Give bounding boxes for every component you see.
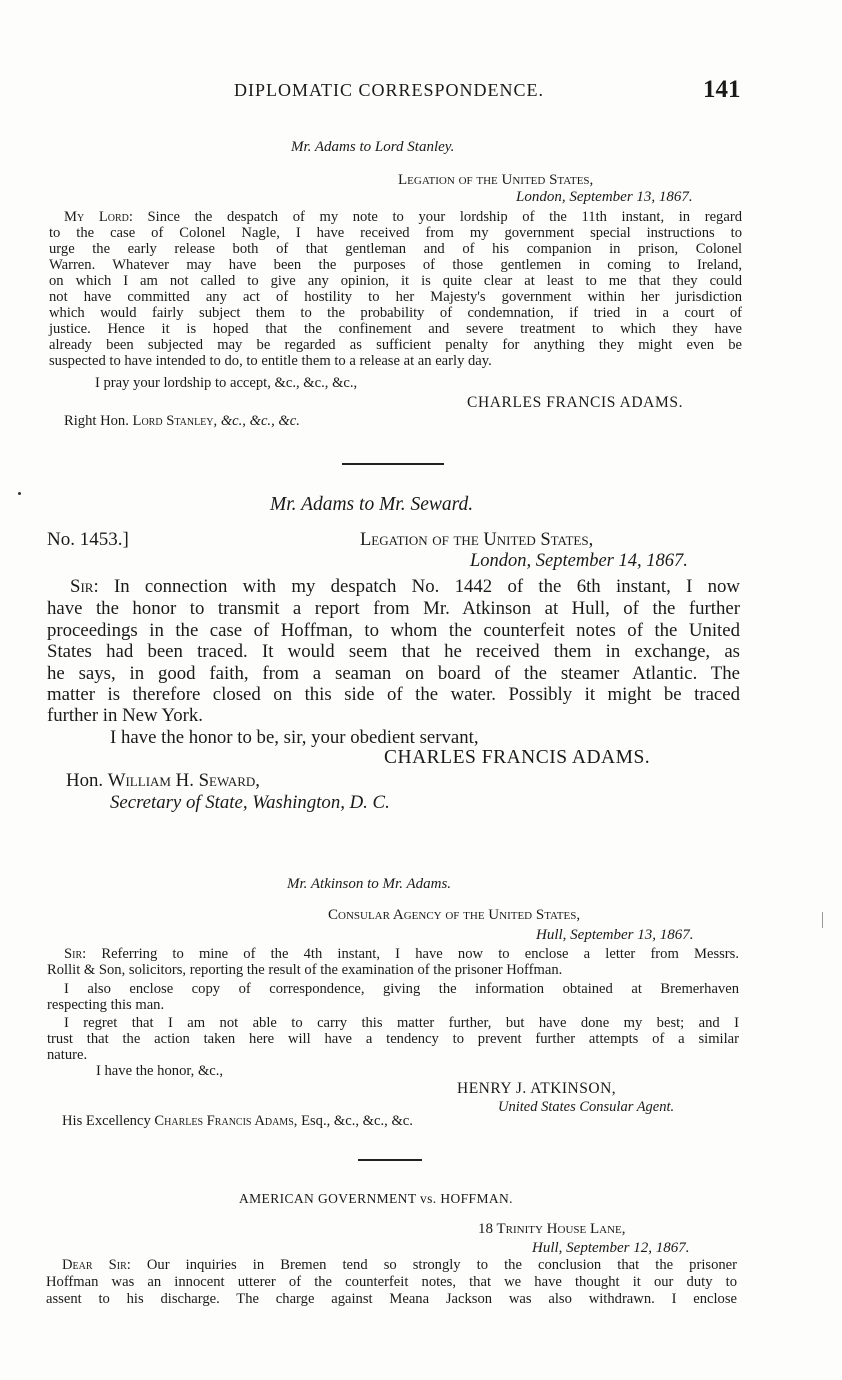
letter-place: Legation of the United States, <box>360 530 594 550</box>
letter-closing: I have the honor, &c., <box>96 1063 224 1079</box>
body-line: have the honor to transmit a report from Mr. Atkinson at Hull, of the further <box>47 598 740 619</box>
letter-heading: Mr. Adams to Lord Stanley. <box>291 139 455 155</box>
body-line: Sir: Referring to mine of the 4th instant, I have now to enclose a letter from Messrs. <box>64 946 739 962</box>
letter-place: Legation of the United States, <box>398 172 594 188</box>
addressee-prefix: His Excellency <box>62 1113 151 1129</box>
addressee-name: Charles Francis Adams, <box>154 1113 298 1129</box>
letter-place: Consular Agency of the United States, <box>328 907 581 923</box>
body-line: Hoffman was an innocent utterer of the counterfeit notes, that we have thought it our duty to <box>46 1274 737 1290</box>
salutation: My Lord: <box>64 209 133 225</box>
letter-heading: Mr. Atkinson to Mr. Adams. <box>287 876 452 892</box>
body-line: assent to his discharge. The charge against Meana Jackson was also withdrawn. I enclose <box>46 1291 737 1307</box>
body-line: My Lord: Since the despatch of my note to your lordship of the 11th instant, in regard <box>64 209 742 225</box>
salutation: Dear Sir: <box>62 1257 131 1273</box>
salutation: Sir: <box>64 946 87 962</box>
body-line: States had been traced. It would seem that he received them in exchange, as <box>47 641 740 662</box>
despatch-number: No. 1453.] <box>47 529 129 550</box>
body-line: which would fairly subject them to the probability of condemnation, if tried in a court of <box>49 305 742 321</box>
body-line: on which I am not called to give any opinion, it is quite clear at least to me that they could <box>49 273 742 289</box>
body-line: I also enclose copy of correspondence, giving the information obtained at Bremerhaven <box>64 981 739 997</box>
letter-closing: I have the honor to be, sir, your obedient servant, <box>110 727 479 748</box>
section-divider <box>358 1159 422 1161</box>
letter-date: Hull, September 12, 1867. <box>532 1240 690 1256</box>
speck <box>18 492 21 495</box>
addressee-title: Secretary of State, Washington, D. C. <box>110 792 390 813</box>
letter-signature: HENRY J. ATKINSON, <box>457 1080 617 1097</box>
body-line: already been subjected may be regarded as sufficient penalty for anything they might even be <box>49 337 742 353</box>
letter-date: London, September 14, 1867. <box>470 551 688 571</box>
body-line: further in New York. <box>47 705 203 726</box>
running-title: DIPLOMATIC CORRESPONDENCE. <box>234 80 545 100</box>
body-line: respecting this man. <box>47 997 165 1013</box>
letter-addressee <box>64 414 300 429</box>
body-line: Sir: In connection with my despatch No. 1442 of the 6th instant, I now <box>70 576 740 597</box>
addressee-suffix: &c., &c., &c. <box>220 413 300 429</box>
body-line: I regret that I am not able to carry this matter further, but have done my best; and I <box>64 1015 739 1031</box>
letter-addressee <box>62 1114 413 1129</box>
page-number: 141 <box>703 76 741 103</box>
letter-signature: CHARLES FRANCIS ADAMS. <box>384 747 651 768</box>
section-divider <box>342 463 444 465</box>
addressee-name: Lord Stanley, <box>132 413 218 429</box>
letter-signature: CHARLES FRANCIS ADAMS. <box>467 394 684 411</box>
addressee-suffix: Esq., &c., &c., &c. <box>301 1113 413 1129</box>
letter-addressee <box>66 770 260 791</box>
margin-mark <box>822 912 823 928</box>
letter-date: London, September 13, 1867. <box>516 189 693 205</box>
letter-date: Hull, September 13, 1867. <box>536 927 694 943</box>
body-line: suspected to have intended to do, to entitle them to a release at an early day. <box>49 353 492 369</box>
body-line: he says, in good faith, from a seaman on board of the steamer Atlantic. The <box>47 663 740 684</box>
body-line: Warren. Whatever may have been the purposes of those gentlemen in coming to Ireland, <box>49 257 742 273</box>
body-line: nature. <box>47 1047 88 1063</box>
letter-closing: I pray your lordship to accept, &c., &c., &c., <box>95 375 358 391</box>
body-line: proceedings in the case of Hoffman, to whom the counterfeit notes of the United <box>47 620 740 641</box>
body-line: to the case of Colonel Nagle, I have received from my government special instructions to <box>49 225 742 241</box>
body-line: Dear Sir: Our inquiries in Bremen tend so strongly to the conclusion that the prisoner <box>62 1257 737 1273</box>
addressee-prefix: Right Hon. <box>64 413 129 429</box>
body-line: trust that the action taken here will have a tendency to prevent further attempts of a similar <box>47 1031 739 1047</box>
body-line: matter is therefore closed on this side of the water. Possibly it might be traced <box>47 684 740 705</box>
body-line: not have committed any act of hostility to her Majesty's government within her jurisdiction <box>49 289 742 305</box>
body-line: Rollit & Son, solicitors, reporting the result of the examination of the prisoner Hoffman. <box>47 962 563 978</box>
salutation: Sir: <box>70 576 99 597</box>
letter-place: 18 Trinity House Lane, <box>478 1221 626 1237</box>
addressee-prefix: Hon. <box>66 770 104 791</box>
addressee-name: William H. Seward, <box>107 770 260 791</box>
body-line: justice. Hence it is hoped that the confinement and severe treatment to which they have <box>49 321 742 337</box>
letter-heading: Mr. Adams to Mr. Seward. <box>270 494 474 515</box>
letter-heading: AMERICAN GOVERNMENT vs. HOFFMAN. <box>239 1191 513 1206</box>
body-line: urge the early release both of that gentleman and of his companion in prison, Colonel <box>49 241 742 257</box>
signature-title: United States Consular Agent. <box>498 1099 675 1115</box>
